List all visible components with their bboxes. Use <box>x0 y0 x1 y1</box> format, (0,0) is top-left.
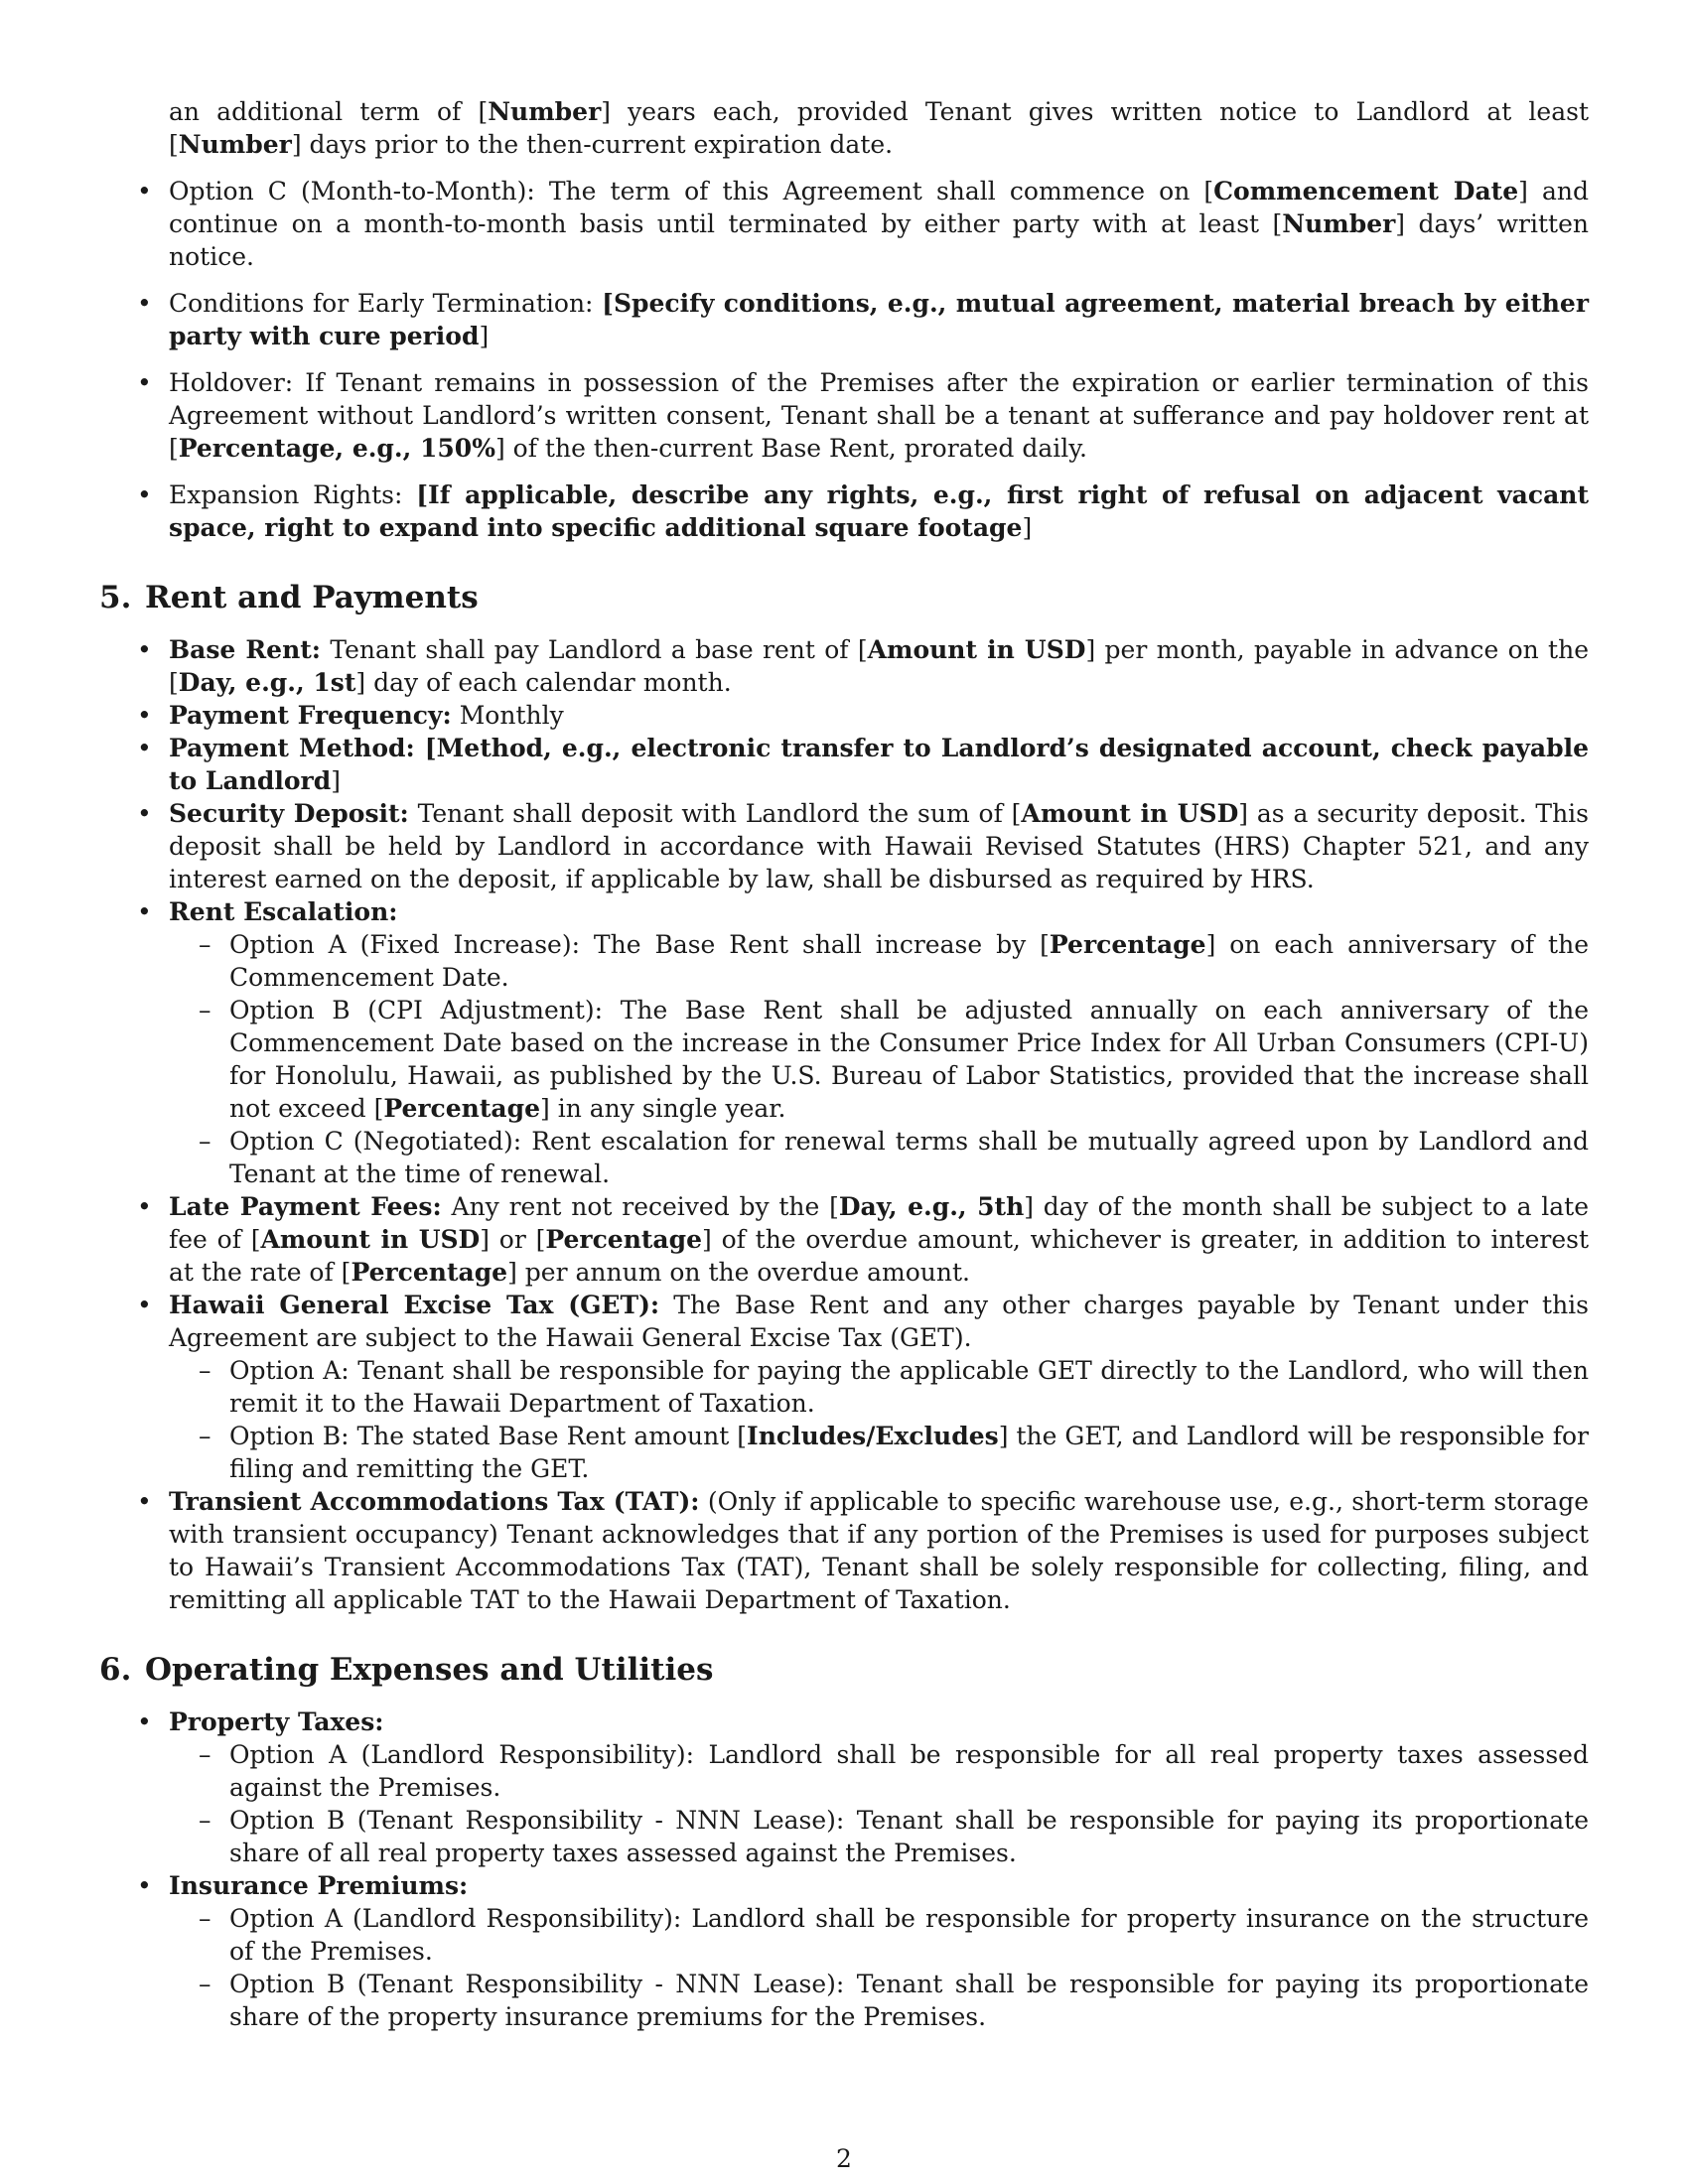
bold-text-run: [Specify conditions, e.g., mutual agreement, material breach by either party with cure period <box>169 289 1590 350</box>
text-run: Option A (Landlord Responsibility): Landlord shall be responsible for property insurance on the structure of the Premises. <box>229 1904 1589 1966</box>
text-run: ] on each anniversary of the Commencement Date. <box>229 930 1590 992</box>
document-page <box>99 95 1589 2033</box>
bold-text-run: Percentage, e.g., 150% <box>178 434 495 463</box>
list-item <box>99 633 1589 699</box>
text-run: ] the GET, and Landlord will be responsible for filing and remitting the GET. <box>229 1422 1589 1483</box>
bold-text-run: Amount in USD <box>260 1225 481 1254</box>
bold-text-run: Includes/Excludes <box>747 1422 999 1450</box>
text-run: an additional term of [ <box>169 97 489 126</box>
bold-text-run: Payment Frequency: <box>169 701 452 730</box>
text-run: ] day of each calendar month. <box>355 668 732 697</box>
list-item-text <box>169 1190 1589 1289</box>
continued-paragraph <box>99 95 1589 161</box>
text-run: Option A: Tenant shall be responsible for paying the applicable GET directly to the Landlord, who will then remit it to the Hawaii Department of Taxation. <box>229 1356 1589 1418</box>
text-run: ] days prior to the then-current expiration date. <box>291 130 894 159</box>
bold-text-run: Percentage <box>383 1094 540 1123</box>
text-run: (Only if applicable to specific warehouse use, e.g., short-term storage with transient occupancy) Tenant acknowledges that if any portion of the Premises is used for purposes subject to Hawaii’s Transient Accommodations Tax (TAT), Tenant shall be solely responsible for collecting, filing, and remitting all applicable TAT to the Hawaii Department of Taxation. <box>169 1487 1589 1614</box>
text-run: Option B (Tenant Responsibility - NNN Lease): Tenant shall be responsible for paying its proportionate share of the property insurance premiums for the Premises. <box>229 1970 1589 2031</box>
list-item-text <box>169 732 1589 797</box>
text-run: ] <box>1022 513 1033 542</box>
section-number: 6. <box>99 1652 132 1688</box>
text-run: ] of the overdue amount, whichever is greater, in addition to interest at the rate of [ <box>169 1225 1590 1287</box>
text-run: ] day of the month shall be subject to a late fee of [ <box>169 1192 1589 1254</box>
text-run: ] <box>479 322 490 350</box>
bold-text-run: Number <box>488 97 602 126</box>
bold-text-run: Percentage <box>545 1225 703 1254</box>
bold-text-run: [Method, e.g., electronic transfer to Landlord’s designated account, check payable to Landlord <box>169 734 1589 795</box>
text-run: Option B (CPI Adjustment): The Base Rent shall be adjusted annually on each anniversary of the Commencement Date based on the increase in the Consumer Price Index for All Urban Consumers (CPI-U) for Honolulu, Hawaii, as published by the U.S. Bureau of Labor Statistics, provided that the increase shall not exceed [ <box>229 996 1589 1123</box>
bold-text-run: Property Taxes: <box>169 1707 384 1736</box>
text-run: ] or [ <box>480 1225 546 1254</box>
bold-text-run: Commencement Date <box>1213 177 1519 205</box>
bold-text-run: Number <box>178 130 292 159</box>
text-run: The Base Rent and any other charges payable by Tenant under this Agreement are subject to the Hawaii General Excise Tax (GET). <box>169 1291 1590 1352</box>
text-run: Holdover: If Tenant remains in possession of the Premises after the expiration or earlier termination of this Agreement without Landlord’s written consent, Tenant shall be a tenant at sufferance and pay holdover rent at [ <box>169 368 1589 463</box>
text-run: Option B: The stated Base Rent amount [ <box>229 1422 748 1450</box>
list-item-text <box>169 699 1589 732</box>
bold-text-run: Security Deposit: <box>169 799 409 828</box>
list-item <box>99 895 1589 1190</box>
bold-text-run: Payment Method: <box>169 734 415 762</box>
section-number: 5. <box>99 580 132 615</box>
bold-text-run: Transient Accommodations Tax (TAT): <box>169 1487 700 1516</box>
list-item-text <box>169 797 1589 895</box>
text-run: Any rent not received by the [ <box>441 1192 839 1221</box>
sub-option-item <box>169 1804 1589 1869</box>
sub-option-item <box>169 928 1589 994</box>
bold-text-run: Percentage <box>1049 930 1206 959</box>
list-item <box>99 175 1589 273</box>
list-item-text <box>169 1289 1589 1354</box>
rent-payments-list <box>99 633 1589 1616</box>
text-run: Expansion Rights: <box>169 480 417 509</box>
sub-option-list <box>169 1354 1589 1485</box>
bold-text-run: Percentage <box>351 1258 508 1287</box>
sub-option-item <box>169 1738 1589 1804</box>
text-run: ] <box>331 766 341 795</box>
text-run: Conditions for Early Termination: <box>169 289 603 318</box>
bold-text-run: [If applicable, describe any rights, e.g., first right of refusal on adjacent vacant space, right to expand into specific additional square footage <box>169 480 1590 542</box>
section-title: Rent and Payments <box>145 580 479 615</box>
sub-option-list <box>169 928 1589 1190</box>
list-item <box>99 478 1589 544</box>
bold-text-run: Day, e.g., 5th <box>838 1192 1025 1221</box>
text-run: Option A (Landlord Responsibility): Landlord shall be responsible for all real property taxes assessed against the Premises. <box>229 1740 1589 1802</box>
text-run: Monthly <box>451 701 564 730</box>
bold-text-run: Rent Escalation: <box>169 897 398 926</box>
bold-text-run: Amount in USD <box>867 635 1086 664</box>
bold-text-run: Insurance Premiums: <box>169 1871 469 1900</box>
list-item <box>99 699 1589 732</box>
text-run: ] per month, payable in advance on the [ <box>169 635 1589 697</box>
list-item-text <box>169 1869 1589 1902</box>
sub-option-item <box>169 1420 1589 1485</box>
text-run: ] per annum on the overdue amount. <box>507 1258 970 1287</box>
sub-option-item <box>169 1968 1589 2033</box>
list-item <box>99 1190 1589 1289</box>
sub-option-list <box>169 1738 1589 1869</box>
list-item-text <box>169 895 1589 928</box>
list-item <box>99 797 1589 895</box>
list-item <box>99 1289 1589 1485</box>
text-run: Option C (Negotiated): Rent escalation for renewal terms shall be mutually agreed upon by Landlord and Tenant at the time of renewal. <box>229 1127 1589 1188</box>
bold-text-run: Late Payment Fees: <box>169 1192 442 1221</box>
list-item <box>99 1706 1589 1869</box>
page-number: 2 <box>836 2144 852 2173</box>
sub-option-item <box>169 1354 1589 1420</box>
text-run: ] in any single year. <box>540 1094 786 1123</box>
text-run: ] years each, provided Tenant gives written notice to Landlord at least [ <box>169 97 1589 159</box>
bold-text-run: Base Rent: <box>169 635 322 664</box>
text-run: ] days’ written notice. <box>169 209 1589 271</box>
text-run: Option C (Month-to-Month): The term of this Agreement shall commence on [ <box>169 177 1214 205</box>
sub-option-item <box>169 994 1589 1125</box>
bold-text-run: Number <box>1282 209 1396 238</box>
sub-option-item <box>169 1902 1589 1968</box>
text-run: Tenant shall deposit with Landlord the sum of [ <box>408 799 1022 828</box>
text-run: Option B (Tenant Responsibility - NNN Lease): Tenant shall be responsible for paying its proportionate share of all real property taxes assessed against the Premises. <box>229 1806 1589 1867</box>
term-options-list <box>99 175 1589 544</box>
list-item-text <box>169 633 1589 699</box>
sub-option-list <box>169 1902 1589 2033</box>
text-run: Tenant shall pay Landlord a base rent of [ <box>321 635 868 664</box>
list-item <box>99 1485 1589 1616</box>
text-run: ] as a security deposit. This deposit shall be held by Landlord in accordance with Hawaii Revised Statutes (HRS) Chapter 521, and any interest earned on the deposit, if applicable by law, shall be disbursed as required by HRS. <box>169 799 1589 893</box>
list-item <box>99 732 1589 797</box>
list-item <box>99 1869 1589 2033</box>
text-run: ] of the then-current Base Rent, prorated daily. <box>494 434 1088 463</box>
operating-expenses-list <box>99 1706 1589 2033</box>
text-run: Option A (Fixed Increase): The Base Rent shall increase by [ <box>229 930 1050 959</box>
list-item-text <box>169 1706 1589 1738</box>
section-title: Operating Expenses and Utilities <box>145 1652 714 1688</box>
list-item-text <box>169 1485 1589 1616</box>
bold-text-run: Amount in USD <box>1021 799 1239 828</box>
sub-option-item <box>169 1125 1589 1190</box>
list-item <box>99 366 1589 465</box>
list-item <box>99 287 1589 352</box>
bold-text-run: Hawaii General Excise Tax (GET): <box>169 1291 660 1319</box>
bold-text-run: Day, e.g., 1st <box>178 668 356 697</box>
section-heading-operating-expenses <box>99 1650 1589 1690</box>
section-heading-rent <box>99 578 1589 617</box>
text-run: ] and continue on a month-to-month basis until terminated by either party with at least [ <box>169 177 1589 238</box>
